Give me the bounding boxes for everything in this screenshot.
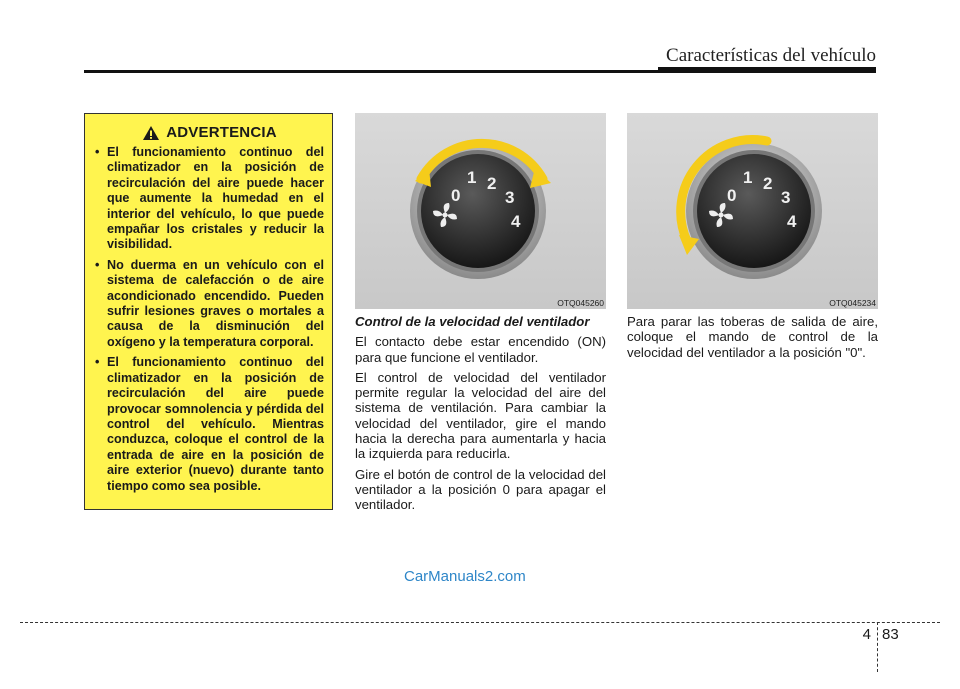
page-number: 83 bbox=[882, 626, 899, 643]
figure-code: OTQ045234 bbox=[829, 298, 876, 308]
fan-speed-section bbox=[355, 314, 606, 518]
paragraph: Gire el botón de control de la velocidad del ventilador a la posición 0 para apagar el ventilador. bbox=[355, 466, 606, 513]
warning-item: • El funcionamiento continuo del climatizador en la posición de recirculación del aire puede provocar somnolencia y pérdida del control del vehículo. Mientras conduzca, coloque el control de la entrada de aire en la posición de aire exterior (nuevo) durante tanto tiempo como sea posible. bbox=[95, 355, 324, 494]
fan-dial-illustration bbox=[627, 113, 878, 309]
dial-label: 0 bbox=[727, 186, 737, 205]
page-header-title: Características del vehículo bbox=[666, 45, 876, 66]
paragraph: Para parar las toberas de salida de aire, coloque el mando de control de la velocidad del ventilador a la posición "0". bbox=[627, 314, 878, 360]
warning-item: • El funcionamiento continuo del climatizador en la posición de recirculación del aire puede hacer que aumente la humedad en el interior del vehículo, lo que puede empañar los cristales y reducir la visibilidad. bbox=[95, 145, 324, 253]
warning-box bbox=[84, 113, 333, 510]
figure-code: OTQ045260 bbox=[557, 298, 604, 308]
dial-label: 1 bbox=[467, 168, 477, 187]
header-rule-accent bbox=[658, 67, 876, 73]
dial-label: 0 bbox=[451, 186, 461, 205]
footer-separator bbox=[877, 622, 878, 672]
dial-label: 4 bbox=[787, 212, 797, 231]
section-title: Control de la velocidad del ventilador bbox=[355, 314, 590, 329]
fan-dial-figure-increase bbox=[355, 113, 606, 309]
warning-list bbox=[95, 145, 324, 494]
dial-label: 2 bbox=[763, 174, 773, 193]
warning-header bbox=[95, 124, 324, 141]
dial-label: 3 bbox=[781, 188, 791, 207]
dial-label: 4 bbox=[511, 212, 521, 231]
warning-item: • No duerma en un vehículo con el sistema de calefacción o de aire acondicionado encendido. Pueden sufrir lesiones graves o mortales a causa de la disminución del oxígeno y la temperatura corporal. bbox=[95, 258, 324, 350]
chapter-number: 4 bbox=[862, 626, 871, 643]
watermark-link[interactable]: CarManuals2.com bbox=[404, 568, 526, 585]
fan-off-section bbox=[627, 314, 878, 365]
warning-triangle-icon bbox=[142, 125, 160, 141]
dial-label: 2 bbox=[487, 174, 497, 193]
footer-rule bbox=[20, 622, 940, 623]
fan-dial-illustration bbox=[355, 113, 606, 309]
warning-title: ADVERTENCIA bbox=[166, 124, 277, 141]
dial-label: 3 bbox=[505, 188, 515, 207]
fan-dial-figure-off bbox=[627, 113, 878, 309]
dial-label: 1 bbox=[743, 168, 753, 187]
paragraph: El control de velocidad del ventilador permite regular la velocidad del aire del sistema de ventilación. Para cambiar la velocidad del ventilador, gire el mando hacia la derecha para aumentarla y hacia la izquierda para reducirla. bbox=[355, 369, 606, 462]
paragraph: El contacto debe estar encendido (ON) para que funcione el ventilador. bbox=[355, 334, 606, 365]
